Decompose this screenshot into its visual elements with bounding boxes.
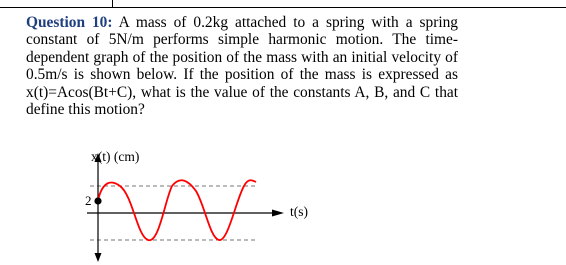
position-curve bbox=[98, 180, 256, 240]
question-text: A mass of 0.2kg attached to a spring with a spring constant of 5N/m performs simple harmonic motion. The time-dependent graph of the position of the mass with an initial velocity of 0.5m/s is shown below. If the position of the mass is expressed as x(t)=Acos(Bt+C), what is the value of the constants A, B, and C that define this motion? bbox=[26, 14, 458, 119]
initial-position-dot bbox=[94, 197, 101, 204]
x-axis-label: t(s) bbox=[290, 204, 308, 219]
x-axis-arrow bbox=[272, 210, 284, 217]
y-tick-label: 2 bbox=[85, 193, 92, 208]
y-axis-arrow-down bbox=[95, 253, 102, 262]
y-axis-label: x(t) (cm) bbox=[91, 149, 140, 164]
question-number: Question 10: bbox=[26, 14, 113, 31]
